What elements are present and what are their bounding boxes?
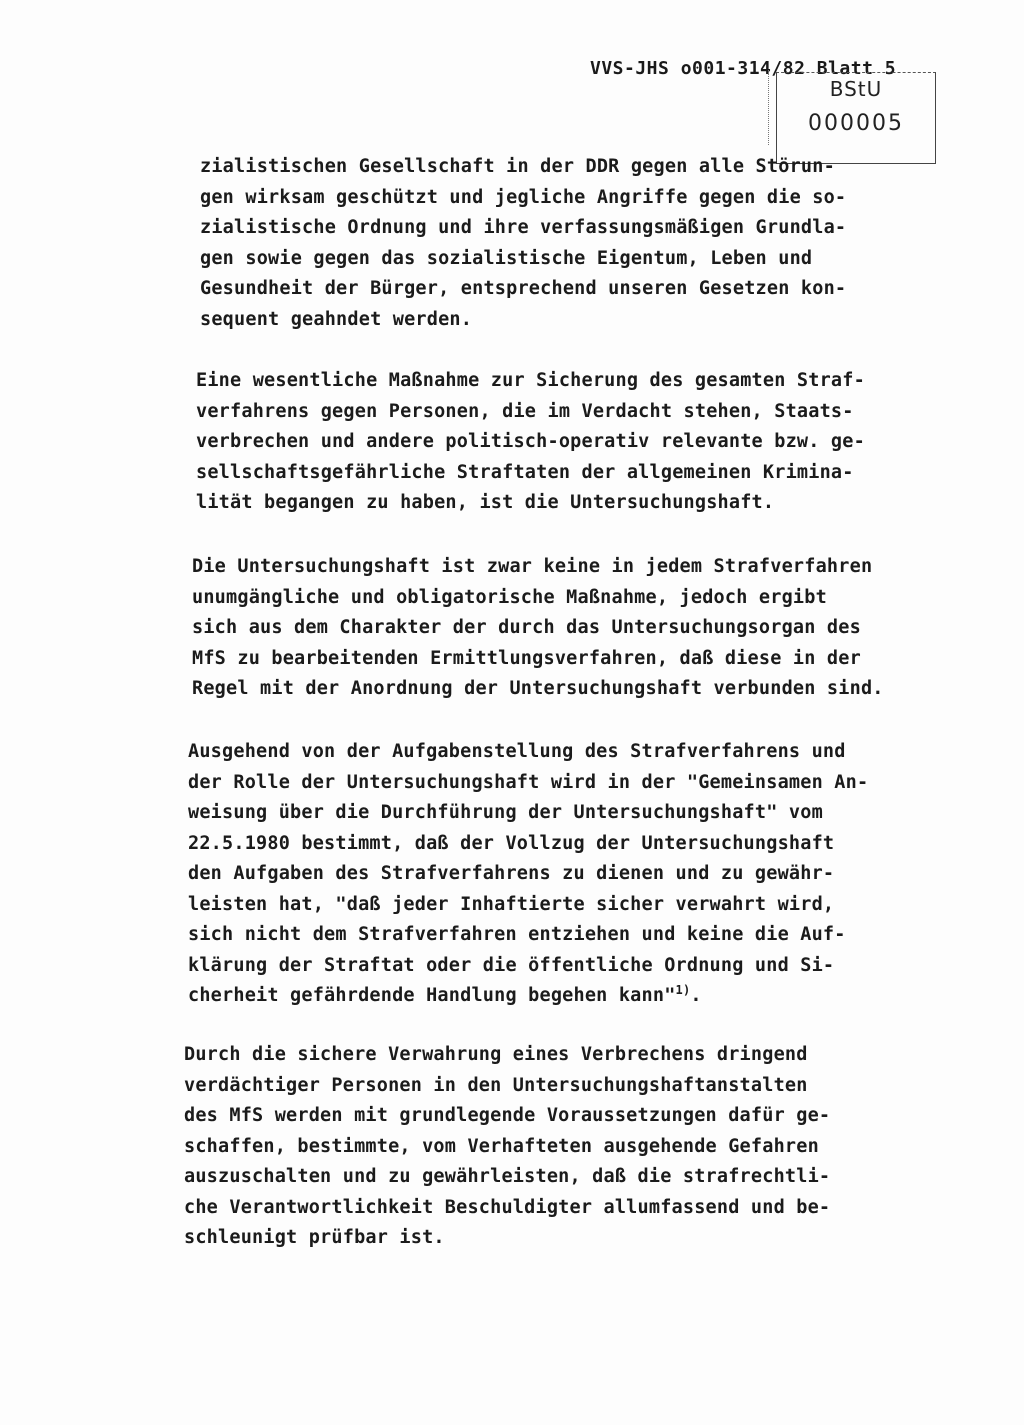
text-line: verbrechen und andere politisch-operativ relevante bzw. ge- [196,431,865,452]
footnote-marker: 1) [675,982,691,997]
text-line: Eine wesentliche Maßnahme zur Sicherung des gesamten Straf- [196,370,865,391]
paragraph-4 [188,737,948,1012]
text-line: leisten hat, "daß jeder Inhaftierte sicher verwahrt wird, [188,893,835,915]
text-line: 22.5.1980 bestimmt, daß der Vollzug der Untersuchungshaft [188,832,835,854]
text-line: verdächtiger Personen in den Untersuchungshaftanstalten [184,1074,808,1096]
paragraph-3 [192,552,952,705]
paragraph-2 [196,366,956,519]
text-line: den Aufgaben des Strafverfahrens zu dienen und zu gewähr- [188,863,835,884]
text-line: der Rolle der Untersuchungshaft wird in der "Gemeinsamen An- [188,771,869,793]
text-line: sellschaftsgefährliche Straftaten der allgemeinen Krimina- [196,461,854,483]
stamp-name: BStU [829,77,883,101]
stamp-number: 000005 [808,111,904,136]
text-line: sich nicht dem Strafverfahren entziehen und keine die Auf- [188,924,846,945]
archive-stamp [776,72,936,164]
text-line-with-footnote [188,981,948,1012]
text-line: Durch die sichere Verwahrung eines Verbrechens dringend [184,1044,808,1065]
text-line: lität begangen zu haben, ist die Untersuchungshaft. [196,492,775,513]
paragraph-1 [200,152,960,335]
text-line: klärung der Straftat oder die öffentliche Ordnung und Si- [188,954,835,976]
text-line: sich aus dem Charakter der durch das Untersuchungsorgan des [192,617,861,638]
text-line: unumgängliche und obligatorische Maßnahme, jedoch ergibt [192,586,827,608]
text-line: weisung über die Durchführung der Untersuchungshaft" vom [188,802,823,823]
text-line: verfahrens gegen Personen, die im Verdacht stehen, Staats- [196,400,854,422]
text-line: MfS zu bearbeitenden Ermittlungsverfahren, daß diese in der [192,647,861,669]
text-line: che Verantwortlichkeit Beschuldigter allumfassend und be- [184,1196,831,1218]
text-line: zialistische Ordnung und ihre verfassungsmäßigen Grundla- [200,217,847,238]
text-line: gen sowie gegen das sozialistische Eigentum, Leben und [200,247,813,269]
stamp-guide-line [768,70,770,145]
text-line: schleunigt prüfbar ist. [184,1227,445,1248]
line-end-punctuation: . [690,985,702,1006]
paragraph-5 [184,1040,944,1254]
text-line: Die Untersuchungshaft ist zwar keine in jedem Strafverfahren [192,556,873,577]
text-line: sequent geahndet werden. [200,308,473,330]
text-line: gen wirksam geschützt und jegliche Angriffe gegen die so- [200,186,847,208]
text-line: cherheit gefährdende Handlung begehen kann" [188,985,676,1006]
text-line: Gesundheit der Bürger, entsprechend unseren Gesetzen kon- [200,278,847,299]
text-line: Ausgehend von der Aufgabenstellung des Strafverfahrens und [188,741,846,762]
text-line: schaffen, bestimmte, vom Verhafteten ausgehende Gefahren [184,1135,819,1157]
text-line: zialistischen Gesellschaft in der DDR gegen alle Störun- [200,156,835,177]
document-reference: VVS-JHS o001-314/82 Blatt 5 [590,58,897,79]
text-line: Regel mit der Anordnung der Untersuchungshaft verbunden sind. [192,678,884,699]
text-line: des MfS werden mit grundlegende Voraussetzungen dafür ge- [184,1105,831,1126]
text-line: auszuschalten und zu gewährleisten, daß die strafrechtli- [184,1166,831,1187]
